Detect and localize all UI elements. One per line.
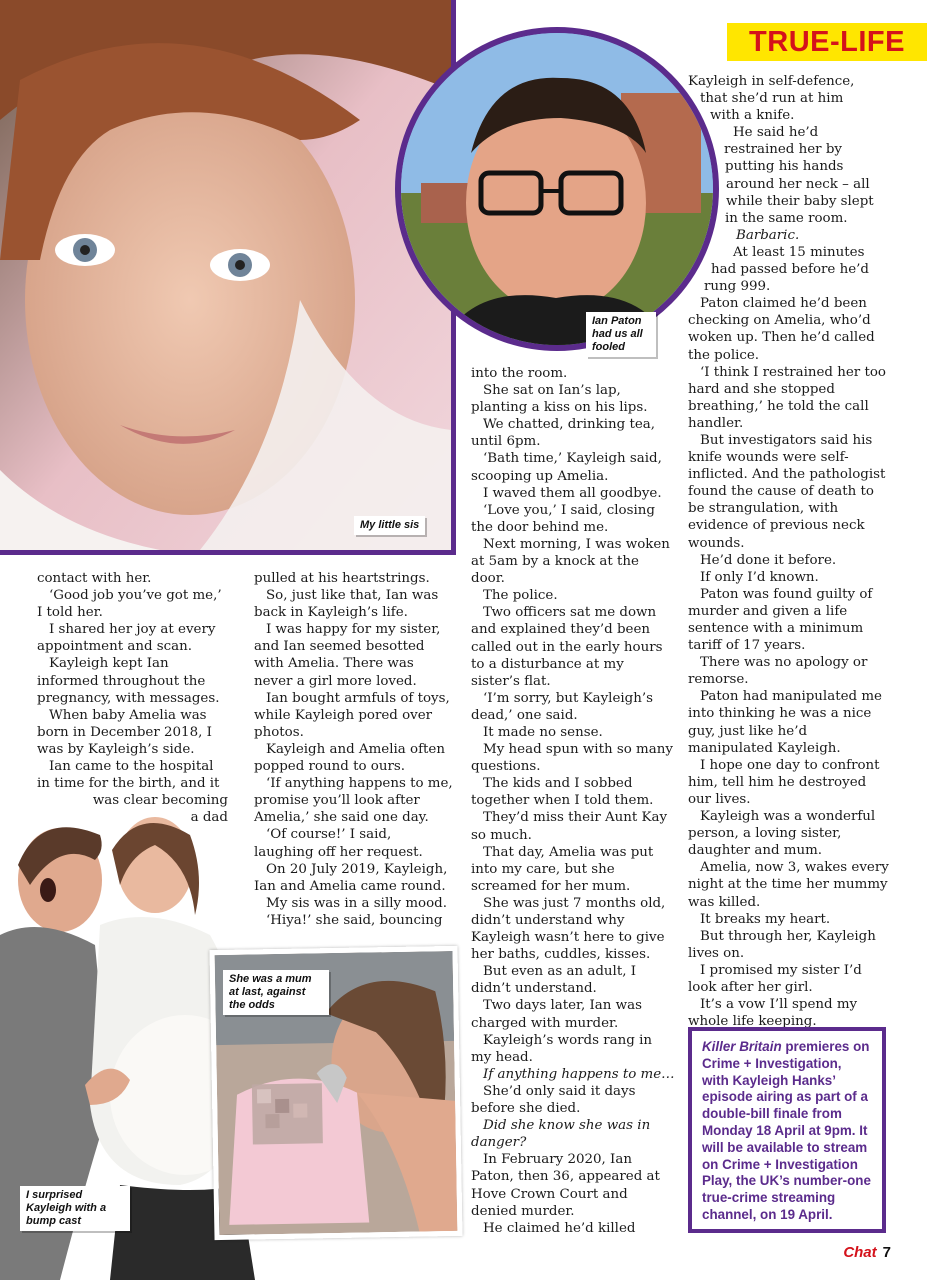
caption-text: My little sis bbox=[360, 519, 420, 531]
paragraph: restrained her by bbox=[724, 142, 842, 158]
paragraph: around her neck – all bbox=[726, 176, 870, 192]
paragraph: Kayleigh kept Ian informed throughout the pregnancy, with messages. bbox=[37, 656, 220, 706]
paragraph: I promised my sister I’d look after her girl. bbox=[688, 962, 862, 995]
photo-ian-paton-circle bbox=[395, 27, 719, 351]
paragraph: I waved them all goodbye. bbox=[483, 485, 662, 501]
caption-ian-paton bbox=[586, 312, 656, 357]
paragraph: ‘I’m sorry, but Kayleigh’s dead,’ one said. bbox=[471, 690, 653, 723]
paragraph: I was happy for my sister, and Ian seemed besotted with Amelia. There was never a girl more loved. bbox=[254, 622, 441, 689]
paragraph: in the same room. bbox=[725, 210, 848, 226]
paragraph: She was just 7 months old, didn’t understand why Kayleigh wasn’t here to give her baths, cuddles, kisses. bbox=[471, 895, 666, 963]
paragraph: Kayleigh and Amelia often popped round to ours. bbox=[254, 741, 445, 775]
paragraph: But through her, Kayleigh lives on. bbox=[688, 928, 876, 961]
paragraph: pulled at his heartstrings. bbox=[254, 571, 430, 586]
paragraph: Amelia, now 3, wakes every night at the time her mummy was killed. bbox=[688, 860, 889, 910]
paragraph: Paton was found guilty of murder and given a life sentence with a minimum tariff of 17 years. bbox=[688, 586, 873, 654]
paragraph: He’d done it before. bbox=[700, 552, 837, 568]
paragraph: When baby Amelia was born in December 2018, I was by Kayleigh’s side. bbox=[37, 707, 212, 757]
paragraph: a dad bbox=[190, 810, 228, 826]
portrait-image bbox=[0, 0, 451, 550]
paragraph: ‘Love you,’ I said, closing the door behind me. bbox=[471, 502, 655, 535]
caption-text: Ian Paton had us all fooled bbox=[592, 315, 643, 353]
paragraph: ‘Bath time,’ Kayleigh said, scooping up Amelia. bbox=[471, 451, 662, 484]
paragraph: ‘Of course!’ I said, laughing off her request. bbox=[254, 827, 423, 860]
paragraph: had passed before he’d bbox=[711, 262, 869, 278]
paragraph: They’d miss their Aunt Kay so much. bbox=[471, 810, 668, 843]
paragraph: Paton claimed he’d been checking on Amelia, who’d woken up. Then he’d called the police. bbox=[688, 296, 875, 363]
paragraph: putting his hands bbox=[725, 159, 844, 175]
paragraph: My head spun with so many questions. bbox=[471, 742, 673, 775]
article-column-3 bbox=[471, 365, 676, 1237]
paragraph: There was no apology or remorse. bbox=[688, 655, 868, 688]
paragraph: But even as an adult, I didn’t understand. bbox=[471, 964, 637, 997]
paragraph: We chatted, drinking tea, until 6pm. bbox=[471, 417, 656, 450]
paragraph: while their baby slept bbox=[726, 193, 874, 209]
paragraph: In February 2020, Ian Paton, then 36, appeared at Hove Crown Court and denied murder. bbox=[471, 1152, 660, 1219]
caption-text: I surprised Kayleigh with a bump cast bbox=[26, 1189, 107, 1227]
paragraph: She sat on Ian’s lap, planting a kiss on his lips. bbox=[471, 383, 648, 416]
paragraph: Ian came to the hospital in time for the birth, and it bbox=[37, 759, 220, 792]
paragraph: Barbaric. bbox=[736, 227, 800, 243]
tv-promo-box bbox=[688, 1027, 886, 1233]
paragraph: ‘I think I restrained her too hard and she stopped breathing,’ he told the call handler. bbox=[688, 364, 886, 431]
paragraph: At least 15 minutes bbox=[733, 244, 865, 260]
paragraph: was clear becoming bbox=[92, 793, 228, 809]
paragraph: that she’d run at him bbox=[700, 91, 844, 107]
paragraph: Kayleigh was a wonderful person, a loving sister, daughter and mum. bbox=[688, 809, 876, 859]
paragraph: contact with her. bbox=[37, 571, 152, 586]
caption-my-little-sis bbox=[354, 516, 425, 535]
paragraph: The kids and I sobbed together when I told them. bbox=[471, 776, 654, 809]
paragraph: Paton had manipulated me into thinking he was a nice guy, just like he’d manipulated Kayleigh. bbox=[688, 689, 882, 756]
paragraph: If only I’d known. bbox=[700, 569, 819, 585]
paragraph: That day, Amelia was put into my care, but she screamed for her mum. bbox=[471, 844, 654, 894]
paragraph: Two days later, Ian was charged with murder. bbox=[471, 998, 642, 1031]
paragraph: with a knife. bbox=[710, 108, 795, 124]
ian-image bbox=[401, 33, 713, 345]
paragraph: He said he’d bbox=[733, 125, 819, 141]
section-tag-true-life: TRUE-LIFE bbox=[727, 23, 927, 61]
paragraph: It breaks my heart. bbox=[700, 911, 831, 927]
paragraph: He claimed he’d killed bbox=[483, 1220, 636, 1236]
paragraph: Next morning, I was woken at 5am by a knock at the door. bbox=[471, 536, 670, 587]
paragraph: I shared her joy at every appointment and scan. bbox=[37, 622, 216, 655]
page-footer bbox=[843, 1244, 891, 1261]
article-column-1 bbox=[37, 570, 228, 826]
paragraph: ‘Hiya!’ she said, bouncing bbox=[266, 912, 443, 928]
paragraph: Did she know she was in danger? bbox=[471, 1118, 651, 1151]
paragraph: But investigators said his knife wounds were self-inflicted. And the pathologist found the cause of death to be strangulation, with evidence of previous neck wounds. bbox=[688, 432, 886, 551]
paragraph: Kayleigh’s words rang in my head. bbox=[471, 1032, 652, 1065]
article-column-4 bbox=[688, 73, 893, 1030]
paragraph: Ian bought armfuls of toys, while Kayleigh pored over photos. bbox=[254, 690, 450, 740]
paragraph: It made no sense. bbox=[483, 724, 603, 740]
magazine-brand: Chat bbox=[843, 1244, 877, 1261]
paragraph: rung 999. bbox=[704, 279, 771, 295]
paragraph: ‘If anything happens to me, promise you’ll look after Amelia,’ she said one day. bbox=[254, 776, 453, 826]
page-number: 7 bbox=[882, 1244, 891, 1261]
caption-text: She was a mum at last, against the odds bbox=[229, 973, 312, 1011]
article-column-2 bbox=[254, 570, 454, 929]
paragraph: So, just like that, Ian was back in Kayleigh’s life. bbox=[254, 588, 439, 621]
show-title: Killer Britain bbox=[702, 1039, 782, 1054]
promo-text: premieres on Crime + Investigation, with Kayleigh Hanks’ episode airing as part of a double-bill finale from Monday 18 April at 9pm. It will be available to stream on Crime + Investigation Play, the UK’s number-one true-crime streaming channel, on 19 April. bbox=[702, 1039, 871, 1222]
paragraph: My sis was in a silly mood. bbox=[266, 895, 447, 911]
paragraph: Kayleigh in self-defence, bbox=[688, 74, 855, 89]
paragraph: I hope one day to confront him, tell him he destroyed our lives. bbox=[688, 757, 880, 807]
paragraph: It’s a vow I’ll spend my whole life keeping. bbox=[688, 997, 858, 1030]
caption-bump-cast bbox=[20, 1186, 130, 1231]
paragraph: On 20 July 2019, Kayleigh, Ian and Amelia came round. bbox=[254, 861, 448, 894]
paragraph: The police. bbox=[483, 588, 558, 604]
caption-mum-at-last bbox=[223, 970, 329, 1015]
paragraph: ‘Good job you’ve got me,’ I told her. bbox=[37, 588, 222, 621]
photo-kayleigh-portrait bbox=[0, 0, 456, 555]
paragraph: If anything happens to me… bbox=[483, 1066, 675, 1082]
paragraph: Two officers sat me down and explained they’d been called out in the early hours to a disturbance at my sister’s flat. bbox=[471, 605, 663, 689]
paragraph: She’d only said it days before she died. bbox=[471, 1083, 636, 1117]
paragraph: into the room. bbox=[471, 366, 568, 381]
